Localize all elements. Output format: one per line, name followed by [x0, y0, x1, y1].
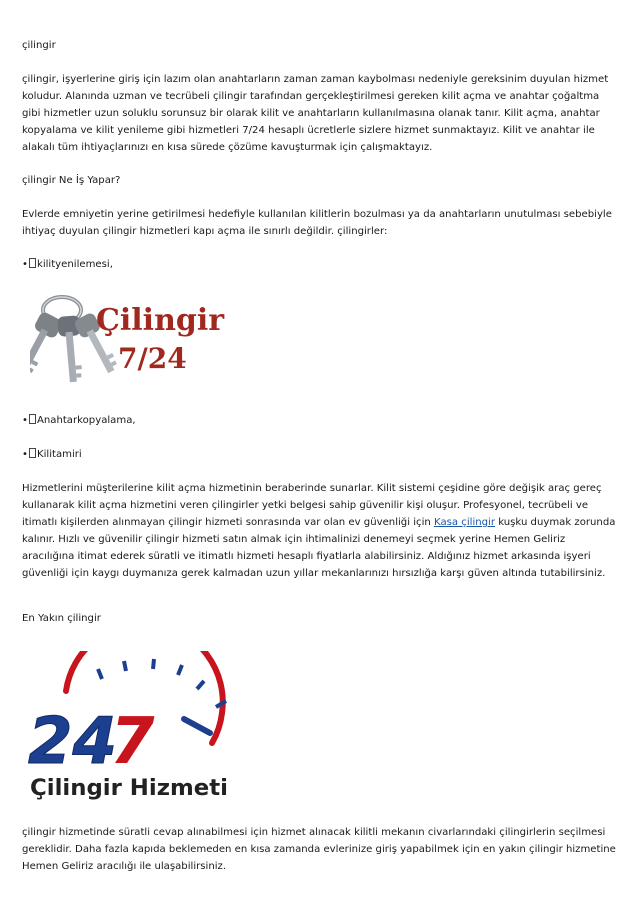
doc-title: çilingir [22, 40, 56, 51]
bullet-text: Kilitamiri [36, 449, 82, 460]
logo2-word: Çilingir Hizmeti [30, 776, 228, 801]
details-text-end: kuşku duymak zorunda kalınır. Hızlı ve güvenilir çilingir hizmeti satın almak için ihtimalinizi denemeyi seçmek yerine Hemen Geliriz aracılığına itimat ederek süratli ve itimatlı hizmeti hesaplı fiyatlarla alabilirsiniz. Aldığınız hizmet arkasında işyeri güvenliği için kaygı duymanıza gerek kalmadan uzun yıllar mekanlarınızı hırsızlığa karşı güven altında tutabilirsiniz. [22, 517, 616, 579]
bullet-text: Anahtarkopyalama, [36, 415, 136, 426]
logo2-seven: 7 [110, 705, 155, 779]
missing-glyph-icon [29, 414, 36, 424]
services-paragraph: Evlerde emniyetin yerine getirilmesi hedefiyle kullanılan kilitlerin bozulması ya da anahtarların unutulması sebebiyle ihtiyaç duyulan çilingir hizmetleri kapı açma ile sınırlı değildir. çilingirler: [22, 209, 612, 237]
logo1-word: Çilingir [96, 303, 225, 338]
bullet-text: kilityenilemesi, [36, 259, 113, 270]
bullet-item [22, 412, 620, 429]
logo2-big-number: 24 [28, 705, 118, 779]
intro-paragraph: çilingir, işyerlerine giriş için lazım olan anahtarların zaman zaman kaybolması nedeniyle gereksinim duyulan hizmet koludur. Alanında uzman ve tecrübeli çilingir tarafından gerçekleştirilmesi gereken kilit açma ve anahtar çoğaltma gibi hizmetler uzun soluklu sorunsuz bir olarak kilit ve anahtarların kullanılmasına olanak tanır. Kilit açma, anahtar kopyalama ve kilit yenileme gibi hizmetleri 7/24 hesaplı ücretlerle sizlere hizmet sunmaktayız. Kilit ve anahtar ile alakalı tüm ihtiyaçlarınızı en kısa sürede çözüme kavuşturmak için çalışmaktayız. [22, 74, 609, 153]
logo1-sub: 7/24 [118, 342, 187, 375]
cilingir-hizmeti-logo [26, 651, 238, 801]
details-paragraph [22, 480, 620, 582]
bullet-mark: • [22, 449, 28, 460]
bullet-mark: • [22, 259, 28, 270]
nearest-paragraph: çilingir hizmetinde süratli cevap alınabilmesi için hizmet alınacak kilitli mekanın civarlarındaki çilingirlerin seçilmesi gereklidir. Daha fazla kapıda beklemeden en kısa zamanda evlerinize giriş yapabilmek için en yakın çilingir hizmetine Hemen Geliriz aracılığı ile ulaşabilirsiniz. [22, 827, 616, 872]
missing-glyph-icon [29, 448, 36, 458]
bullet-item [22, 256, 620, 273]
bullet-item [22, 446, 620, 463]
cilingir-724-logo [30, 286, 226, 390]
bullet-mark: • [22, 415, 28, 426]
missing-glyph-icon [29, 258, 36, 268]
details-text-start: Hizmetlerini müşterilerine kilit açma hizmetinin beraberinde sunarlar. Kilit sistemi çeşidine göre değişik araç gereç kullanarak kilit açma hizmetini veren çilingirler yetki belgesi sahip güvenilir kişi oluşur. Profesyonel, tecrübeli ve itimatlı kişilerden alınmayan çilingir hizmeti sonrasında var olan ev güvenliği için [22, 483, 602, 528]
section-heading-what: çilingir Ne İş Yapar? [22, 175, 121, 186]
section-heading-nearest: En Yakın çilingir [22, 613, 101, 624]
kasa-cilingir-link[interactable]: Kasa çilingir [434, 517, 496, 528]
